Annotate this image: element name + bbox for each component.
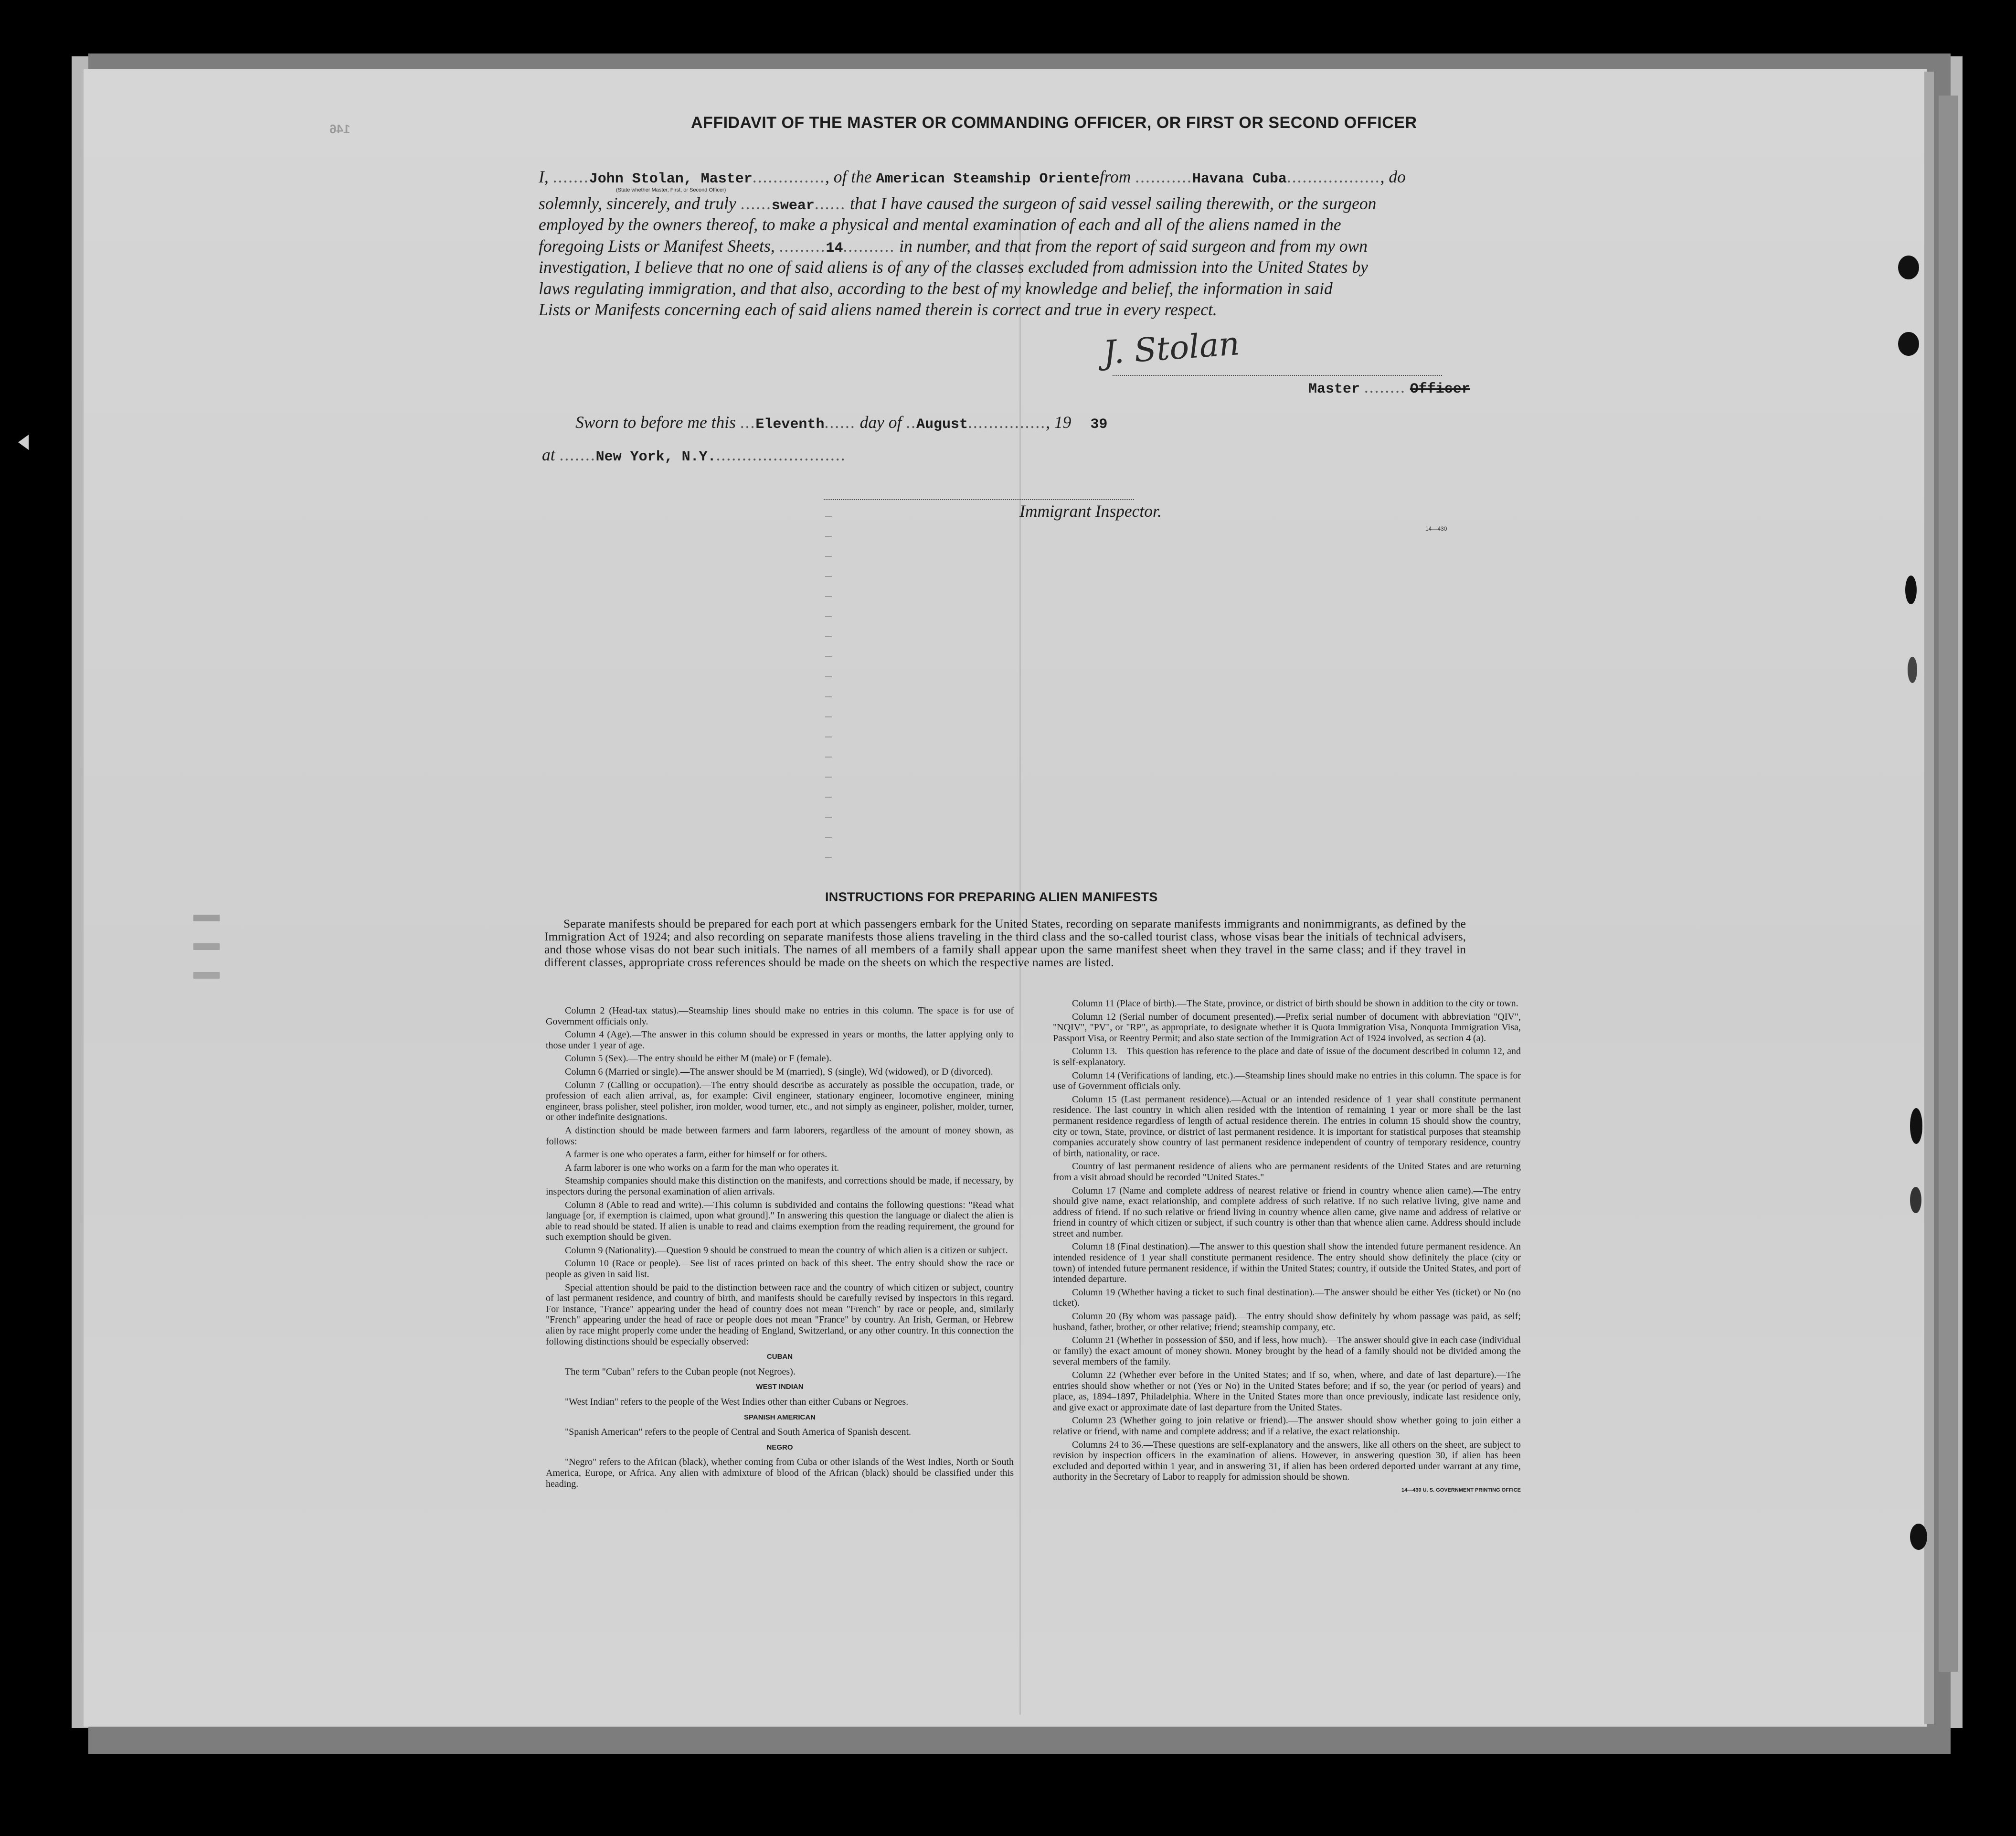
solemnly-text: solemnly, sincerely, and truly	[539, 194, 736, 213]
sworn-text: Sworn to before me this	[575, 413, 736, 432]
west-indian-definition: "West Indian" refers to the people of the West Indies other than either Cubans or Negroes.	[565, 1397, 909, 1407]
bleed-through-mark	[193, 943, 220, 950]
instruction-paragraph: Column 12 (Serial number of document presented).—Prefix serial number of document with abbreviation "QIV", "NQIV", "PV", or "RP", as appropriate, to designate whether it is Quota Immigration Visa, Nonquota Immigration Visa, Passport Visa, or Reentry Permit; and also state section of the Immigration Act of 1924 involved, as section 4 (a).	[1053, 1011, 1521, 1044]
instruction-paragraph: A farmer is one who operates a farm, either for himself or for others.	[565, 1149, 828, 1160]
affidavit-line-2	[539, 193, 1376, 217]
instruction-paragraph: A distinction should be made between farmers and farm laborers, regardless of the amount of money shown, as follows:	[546, 1125, 1014, 1147]
oath-word: swear	[771, 198, 815, 214]
in-number-text: in number, and that from the report of said surgeon and from my own	[899, 236, 1368, 256]
at-text: at	[542, 445, 555, 464]
instruction-paragraph: Column 8 (Able to read and write).—This column is subdivided and contains the following questions: "Read what language [or, if exemption is claimed, upon what ground]." In answering this question the language or dialect the alien is able to read should be stated. If alien is unable to read and claims exemption from the reading requirement, the ground for such exemption should be given.	[546, 1199, 1014, 1243]
fill-dots: ..................	[1286, 167, 1380, 186]
instruction-paragraph: Column 6 (Married or single).—The answer should be M (married), S (single), Wd (widowed), or D (divorced).	[565, 1066, 993, 1077]
oath-intro: I,	[539, 167, 549, 186]
departure-port: Havana Cuba	[1192, 171, 1287, 187]
fill-dots: .......	[552, 167, 589, 186]
rank-note: (State whether Master, First, or Second Officer)	[616, 187, 726, 193]
spanish-american-heading: SPANISH AMERICAN	[743, 1413, 816, 1421]
sworn-month: August	[916, 416, 968, 433]
instruction-paragraph: Steamship companies should make this distinction on the manifests, and corrections should be made, if necessary, by inspectors during the personal examination of alien arrivals.	[546, 1175, 1014, 1197]
fill-dots: ........	[1364, 377, 1406, 396]
fill-dots: .........	[779, 236, 826, 256]
sworn-year: 39	[1090, 416, 1108, 433]
fill-dots: .......	[559, 445, 596, 464]
instruction-paragraph: Column 18 (Final destination).—The answer to this question shall show the intended future permanent residence. An intended residence of 1 year shall constitute permanent residence. The entry should show definitely the place (city or town) of intended future permanent residence, if within the United States; country, if outside the United States, and port of intended departure.	[1053, 1241, 1521, 1285]
vessel-name: American Steamship Oriente	[876, 171, 1100, 187]
year-prefix: , 19	[1046, 413, 1072, 432]
master-signature: J. Stolan	[1102, 325, 1241, 372]
punch-hole-icon	[1910, 1108, 1922, 1144]
sheet-count: 14	[826, 240, 843, 256]
bleed-through-mark	[193, 915, 220, 921]
instructions-left-column	[546, 1005, 1014, 1492]
instruction-paragraph: A farm laborer is one who works on a farm for the man who operates it.	[565, 1162, 839, 1173]
instruction-paragraph: Column 15 (Last permanent residence).—Actual or an intended residence of 1 year shall constitute permanent residence. The last country in which alien resided with the intention of remaining 1 year or more shall be the last permanent residence regardless of length of actual residence therein. The entries in column 15 should show the country, city or town, State, province, or district of last permanent residence. It is important for statistical purposes that steamship companies accurately show country of last permanent residence independent of country of temporary residence, country of birth, nationality, or race.	[1053, 1094, 1521, 1159]
fill-dots: ......	[814, 194, 846, 213]
bleed-through-mark	[193, 972, 220, 979]
negro-heading: NEGRO	[766, 1443, 793, 1452]
page-edge	[1924, 72, 1934, 1724]
affidavit-title: AFFIDAVIT OF THE MASTER OR COMMANDING OFFICER, OR FIRST OR SECOND OFFICER	[691, 114, 1417, 132]
instruction-paragraph: Column 9 (Nationality).—Question 9 should be construed to mean the country of which alien is a citizen or subject.	[565, 1245, 1008, 1256]
instruction-paragraph: Special attention should be paid to the distinction between race and the country of which citizen or subject, country of last permanent residence, and country of birth, and manifests should be carefully revised by inspectors in this regard. For instance, "France" appearing under the head of country does not mean "French" by race or people, and, similarly "French" appearing under the head of race or people does not mean "France" by country. An Irish, German, or Hebrew alien by race might properly come under the heading of England, Switzerland, or any other country. In this connection the following distinctions should be especially observed:	[546, 1282, 1014, 1347]
instruction-paragraph: Column 23 (Whether going to join relative or friend).—The answer should show whether going to join either a relative or friend, with name and complete address; and if a relative, the exact relationship.	[1053, 1415, 1521, 1437]
instruction-paragraph: Column 7 (Calling or occupation).—The entry should describe as accurately as possible the occupation, trade, or profession of each alien arrival, as, for example: Civil engineer, stationary engineer, locomotive engineer, mining engineer, brass polisher, steel polisher, iron molder, wood turner, etc., and not simply as engineer, polisher, molder, turner, or other indefinite designations.	[546, 1079, 1014, 1123]
bleed-through-ticks	[825, 516, 832, 860]
surgeon-text: that I have caused the surgeon of said vessel sailing therewith, or the surgeon	[850, 194, 1377, 213]
affidavit-line-1	[539, 166, 1406, 190]
sworn-line	[575, 412, 1107, 436]
instruction-paragraph: Column 10 (Race or people).—See list of races printed on back of this sheet. The entry should show the race or people as given in said list.	[546, 1258, 1014, 1280]
punch-hole-icon	[1898, 332, 1919, 356]
negro-definition: "Negro" refers to the African (black), whether coming from Cuba or other islands of the West Indies, North or South America, Europe, or Africa. Any alien with admixture of blood of the African (black) should be classified under this heading.	[546, 1457, 1014, 1489]
instruction-paragraph: Column 5 (Sex).—The entry should be either M (male) or F (female).	[565, 1053, 832, 1064]
affidavit-line-6: laws regulating immigration, and that also, according to the best of my knowledge and belief, the information in said	[539, 279, 1333, 298]
sworn-place: New York, N.Y.	[595, 449, 716, 465]
spanish-american-definition: "Spanish American" refers to the people of Central and South America of Spanish descent.	[565, 1427, 912, 1438]
instructions-right-column	[1053, 998, 1521, 1496]
instruction-paragraph: Column 22 (Whether ever before in the United States; and if so, when, where, and date of last departure).—The entries should show whether or not (Yes or No) in the United States before; and if so, the year (or period of years) and place, as, 1894–1897, Philadelphia. Where in the United States more than once previously, indicate last residence only, and give exact or approximate date of last departure from the United States.	[1053, 1370, 1521, 1413]
affidavit-line-4	[539, 235, 1368, 259]
inspector-signature-line	[824, 499, 1134, 500]
punch-hole-icon	[1905, 576, 1917, 604]
punch-hole-icon	[1908, 657, 1917, 683]
from-text: from	[1099, 167, 1131, 186]
signer-title-master: Master	[1308, 381, 1360, 397]
signer-title	[1308, 376, 1470, 400]
do-text: , do	[1380, 167, 1406, 186]
foregoing-text: foregoing Lists or Manifest Sheets,	[539, 236, 775, 256]
instruction-paragraph: Column 4 (Age).—The answer in this column should be expressed in years or months, the latter applying only to those under 1 year of age.	[546, 1029, 1014, 1051]
instruction-paragraph: Columns 24 to 36.—These questions are self-explanatory and the answers, like all others on the sheet, are subject to revision by inspection officers in the examination of aliens. However, in answering question 30, if alien has been excluded and deported within 1 year, and in answering 31, if alien has been ordered deported under warrant at any time, authority in the Secretary of Labor to reapply for admission should be shown.	[1053, 1439, 1521, 1483]
instruction-paragraph: Column 14 (Verifications of landing, etc.).—Steamship lines should make no entries in this column. The space is for use of Government officials only.	[1053, 1070, 1521, 1092]
affidavit-line-7: Lists or Manifests concerning each of said aliens named therein is correct and true in every respect.	[539, 300, 1217, 319]
cuban-heading: CUBAN	[766, 1353, 793, 1361]
fill-dots: ..........	[843, 236, 895, 256]
fill-dots: ......	[740, 194, 772, 213]
page-fold	[1019, 224, 1021, 1715]
officer-name: John Stolan, Master	[589, 171, 753, 187]
day-of-text: day of	[859, 413, 902, 432]
instruction-paragraph: Column 17 (Name and complete address of nearest relative or friend in country whence alien came).—The entry should give name, exact relationship, and complete address of such relative. If no such relative living, give name and address of friend. If no such relative or friend living in country whence alien came, give name and address of relative or friend in country of which citizen or subject, if such country is other than that whence alien came. Address should include street and number.	[1053, 1185, 1521, 1239]
punch-hole-icon	[1910, 1524, 1927, 1550]
instructions-intro	[544, 917, 1466, 969]
affidavit-line-3: employed by the owners thereof, to make a physical and mental examination of each and all of the aliens named in the	[539, 215, 1341, 234]
fill-dots: ...............	[967, 413, 1046, 432]
form-number: 14—430	[1425, 525, 1447, 532]
sworn-place-line	[542, 444, 846, 468]
fill-dots: ...	[740, 413, 756, 432]
stamp-number: 146	[329, 122, 350, 136]
instruction-paragraph: Column 13.—This question has reference to the place and date of issue of the document described in column 12, and is self-explanatory.	[1053, 1046, 1521, 1067]
sworn-day: Eleventh	[755, 416, 825, 433]
instruction-paragraph: Column 11 (Place of birth).—The State, province, or district of birth should be shown in addition to the city or town.	[1072, 998, 1518, 1009]
west-indian-heading: WEST INDIAN	[756, 1383, 804, 1391]
inspector-label: Immigrant Inspector.	[1019, 502, 1162, 521]
stacked-pages-edge	[1939, 96, 1958, 1672]
left-arrow-mark-icon	[18, 435, 29, 450]
fill-dots: ..............	[752, 167, 826, 186]
affidavit-line-5: investigation, I believe that no one of said aliens is of any of the classes excluded from admission into the United States by	[539, 257, 1368, 277]
fill-dots: .........................	[716, 445, 846, 464]
punch-hole-icon	[1898, 256, 1919, 279]
instruction-paragraph: Country of last permanent residence of aliens who are permanent residents of the United States and are returning from a visit abroad should be recorded "United States."	[1053, 1161, 1521, 1183]
signature-line	[1113, 375, 1442, 376]
fill-dots: ..	[906, 413, 916, 432]
intro-text: Separate manifests should be prepared for each port at which passengers embark for the United States, recording on separate manifests immigrants and nonimmigrants, as defined by the Immigration Act of 1924; and also recording on separate manifests those aliens traveling in the third class and the so-called tourist class, whose visas bear the initials of technical advisers, and those whose visas do not bear such initials. The names of all members of a family shall appear upon the same manifest sheet when they travel in the same class; and if they travel in different classes, appropriate cross references should be made on the sheets on which the respective names are listed.	[544, 917, 1466, 969]
cuban-definition: The term "Cuban" refers to the Cuban people (not Negroes).	[565, 1366, 796, 1377]
signer-title-struck: Officer	[1410, 381, 1470, 397]
of-the-text: , of the	[825, 167, 872, 186]
fill-dots: ...........	[1135, 167, 1192, 186]
instruction-paragraph: Column 21 (Whether in possession of $50, and if less, how much).—The answer should give in each case (individual or family) the exact amount of money shown. Money brought by the head of a family should not be divided among the several members of the family.	[1053, 1335, 1521, 1367]
punch-hole-icon	[1910, 1187, 1921, 1213]
printing-office-footer: 14—430 U. S. GOVERNMENT PRINTING OFFICE	[1401, 1487, 1521, 1493]
fill-dots: ......	[824, 413, 856, 432]
instruction-paragraph: Column 19 (Whether having a ticket to such final destination).—The answer should be either Yes (ticket) or No (no ticket).	[1053, 1287, 1521, 1309]
instruction-paragraph: Column 2 (Head-tax status).—Steamship lines should make no entries in this column. The space is for use of Government officials only.	[546, 1005, 1014, 1027]
instructions-title: INSTRUCTIONS FOR PREPARING ALIEN MANIFESTS	[825, 890, 1158, 904]
instruction-paragraph: Column 20 (By whom was passage paid).—The entry should show definitely by whom passage was paid, as self; husband, father, brother, or other relative; friend; steamship company, etc.	[1053, 1311, 1521, 1333]
